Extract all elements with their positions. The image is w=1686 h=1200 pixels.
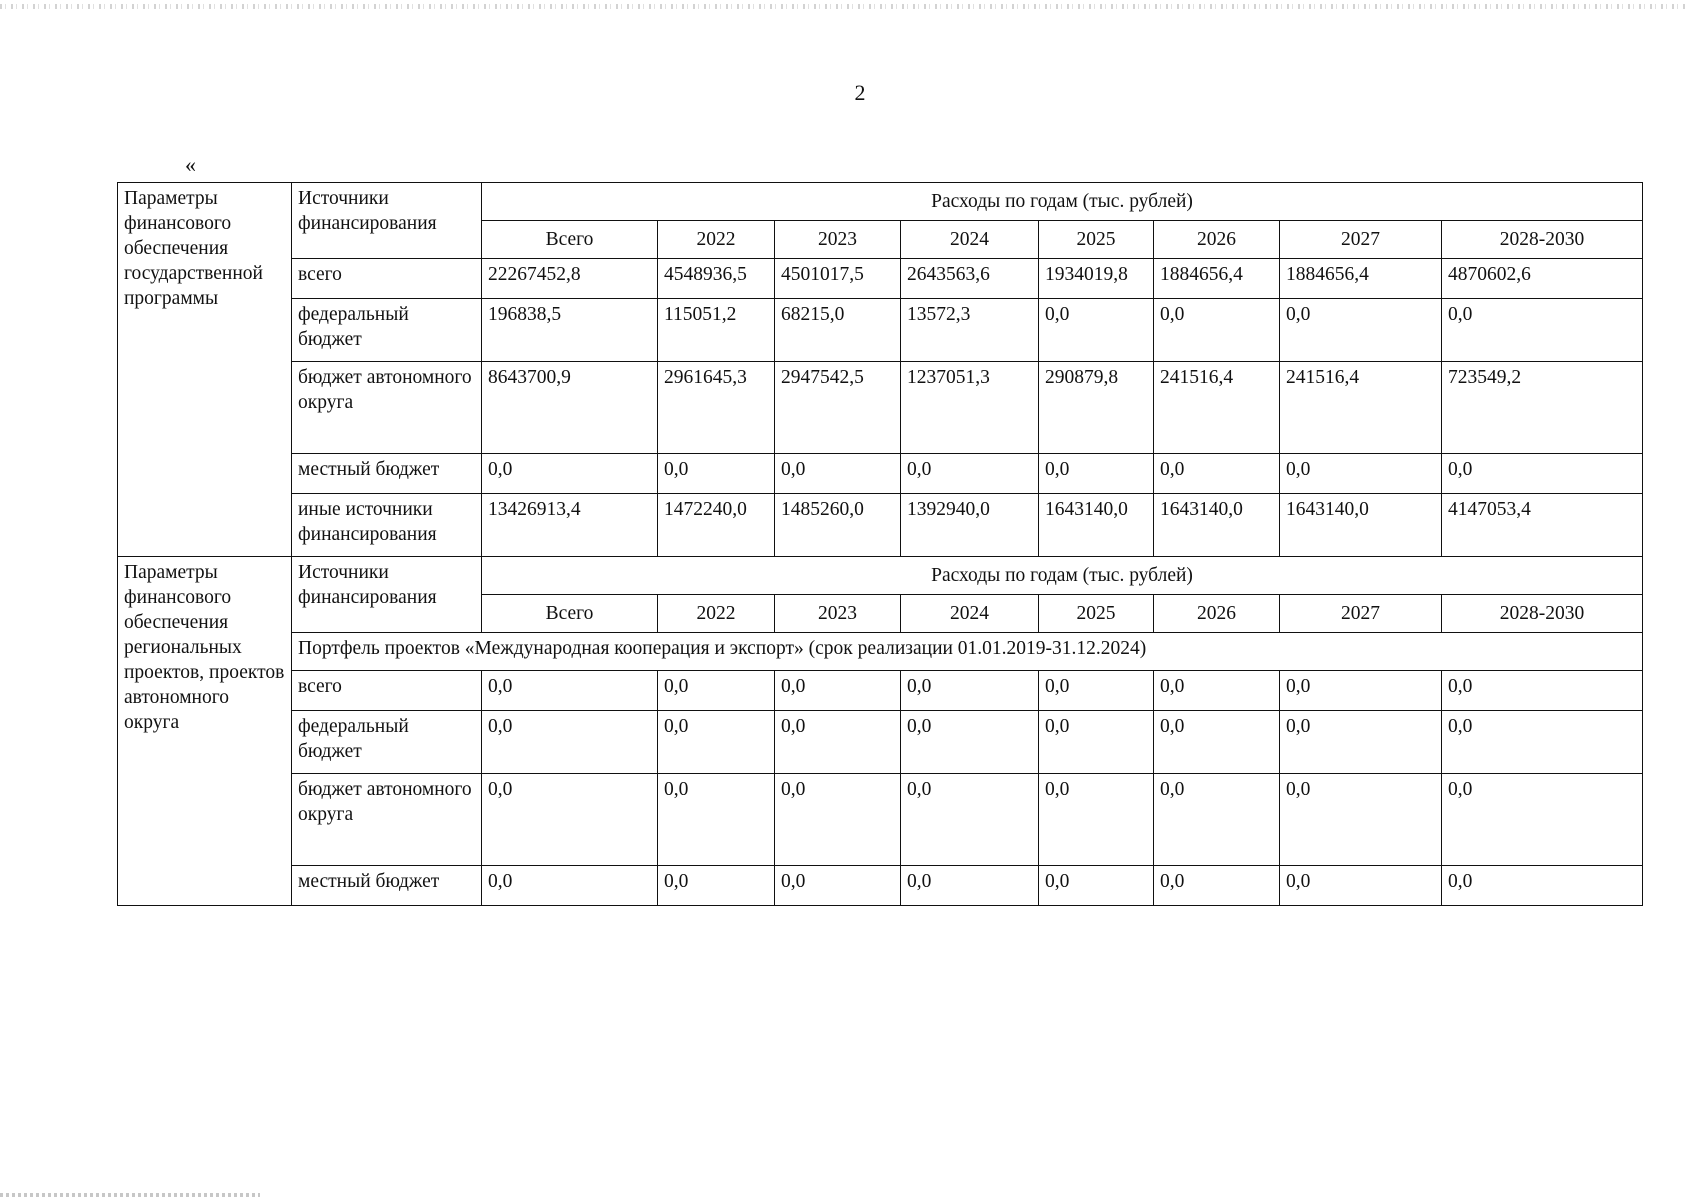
year-header: 2028-2030 — [1442, 221, 1643, 259]
table-cell: 0,0 — [1039, 711, 1154, 774]
row-label: местный бюджет — [292, 866, 482, 906]
table-cell: 0,0 — [1442, 671, 1643, 711]
table-cell: 8643700,9 — [482, 362, 658, 454]
table-row — [118, 866, 1643, 906]
section2-expenses-header: Расходы по годам (тыс. рублей) — [482, 557, 1643, 595]
table-cell: 0,0 — [658, 774, 775, 866]
table-row — [118, 299, 1643, 362]
section1-expenses-header: Расходы по годам (тыс. рублей) — [482, 183, 1643, 221]
table-cell: 0,0 — [1280, 711, 1442, 774]
financing-table — [117, 182, 1643, 906]
row-label: всего — [292, 259, 482, 299]
table-cell: 0,0 — [901, 671, 1039, 711]
table-cell: 0,0 — [775, 774, 901, 866]
table-cell: 0,0 — [1442, 774, 1643, 866]
scan-edge-top — [0, 4, 1686, 9]
table-cell: 0,0 — [482, 774, 658, 866]
page-number: 2 — [854, 80, 866, 105]
year-header: Всего — [482, 221, 658, 259]
row-label: федеральный бюджет — [292, 711, 482, 774]
table-cell: 1472240,0 — [658, 494, 775, 557]
table-cell: 13572,3 — [901, 299, 1039, 362]
table-cell: 0,0 — [1154, 671, 1280, 711]
table-cell: 0,0 — [482, 711, 658, 774]
table-cell: 0,0 — [775, 671, 901, 711]
table-cell: 0,0 — [1154, 774, 1280, 866]
year-header: 2024 — [901, 221, 1039, 259]
table-cell: 0,0 — [1280, 299, 1442, 362]
table-cell: 0,0 — [658, 454, 775, 494]
table-cell: 0,0 — [1039, 774, 1154, 866]
row-label: всего — [292, 671, 482, 711]
table-cell: 0,0 — [1039, 866, 1154, 906]
table-row — [118, 454, 1643, 494]
table-cell: 13426913,4 — [482, 494, 658, 557]
year-header: 2025 — [1039, 595, 1154, 633]
table-row — [118, 259, 1643, 299]
table-cell: 0,0 — [1039, 454, 1154, 494]
table-cell: 2947542,5 — [775, 362, 901, 454]
table-cell: 0,0 — [901, 454, 1039, 494]
year-header: 2027 — [1280, 221, 1442, 259]
table-cell: 241516,4 — [1280, 362, 1442, 454]
table-cell: 0,0 — [1280, 774, 1442, 866]
table-cell: 0,0 — [901, 711, 1039, 774]
table-row — [118, 362, 1643, 454]
table-cell: 0,0 — [658, 671, 775, 711]
year-header: 2027 — [1280, 595, 1442, 633]
portfolio-row — [118, 633, 1643, 671]
section1-sources-header: Источники финансирования — [292, 183, 482, 259]
table-cell: 0,0 — [1442, 454, 1643, 494]
table-cell: 0,0 — [1442, 711, 1643, 774]
year-header: 2023 — [775, 221, 901, 259]
table-cell: 4147053,4 — [1442, 494, 1643, 557]
opening-quote-mark: « — [185, 152, 196, 177]
table-cell: 68215,0 — [775, 299, 901, 362]
portfolio-title: Портфель проектов «Международная кооперация и экспорт» (срок реализации 01.01.2019-31.12.2024) — [292, 633, 1643, 671]
table-cell: 0,0 — [1154, 299, 1280, 362]
table-cell: 241516,4 — [1154, 362, 1280, 454]
table-cell: 2643563,6 — [901, 259, 1039, 299]
row-label: федеральный бюджет — [292, 299, 482, 362]
table-cell: 1884656,4 — [1280, 259, 1442, 299]
table-row — [118, 774, 1643, 866]
table-cell: 1643140,0 — [1154, 494, 1280, 557]
section2-header-row — [118, 557, 1643, 595]
table-cell: 0,0 — [901, 866, 1039, 906]
year-header: 2022 — [658, 221, 775, 259]
table-cell: 0,0 — [1280, 454, 1442, 494]
table-cell: 0,0 — [775, 711, 901, 774]
table-cell: 0,0 — [658, 711, 775, 774]
section2-title: Параметры финансового обеспечения региональных проектов, проектов автономного округа — [118, 557, 292, 906]
year-header: 2023 — [775, 595, 901, 633]
table-row — [118, 671, 1643, 711]
table-cell: 0,0 — [901, 774, 1039, 866]
table-cell: 0,0 — [482, 671, 658, 711]
table-cell: 0,0 — [1442, 299, 1643, 362]
table-cell: 4870602,6 — [1442, 259, 1643, 299]
table-cell: 0,0 — [775, 454, 901, 494]
table-cell: 0,0 — [1442, 866, 1643, 906]
table-cell: 0,0 — [775, 866, 901, 906]
year-header: 2025 — [1039, 221, 1154, 259]
table-cell: 115051,2 — [658, 299, 775, 362]
year-header: 2024 — [901, 595, 1039, 633]
table-cell: 290879,8 — [1039, 362, 1154, 454]
table-cell: 0,0 — [1154, 454, 1280, 494]
section2-sources-header: Источники финансирования — [292, 557, 482, 633]
table-cell: 1934019,8 — [1039, 259, 1154, 299]
table-cell: 4548936,5 — [658, 259, 775, 299]
row-label: бюджет автономного округа — [292, 774, 482, 866]
table-cell: 0,0 — [1154, 866, 1280, 906]
year-header: 2026 — [1154, 595, 1280, 633]
table-cell: 0,0 — [1280, 671, 1442, 711]
year-header: 2026 — [1154, 221, 1280, 259]
table-row — [118, 711, 1643, 774]
row-label: бюджет автономного округа — [292, 362, 482, 454]
table-cell: 4501017,5 — [775, 259, 901, 299]
row-label: иные источники финансирования — [292, 494, 482, 557]
table-cell: 0,0 — [1039, 671, 1154, 711]
table-cell: 723549,2 — [1442, 362, 1643, 454]
table-cell: 0,0 — [658, 866, 775, 906]
table-cell: 0,0 — [1154, 711, 1280, 774]
year-header: 2022 — [658, 595, 775, 633]
table-row — [118, 494, 1643, 557]
table-cell: 2961645,3 — [658, 362, 775, 454]
table-cell: 1392940,0 — [901, 494, 1039, 557]
section1-header-row — [118, 183, 1643, 221]
table-cell: 0,0 — [1039, 299, 1154, 362]
year-header: Всего — [482, 595, 658, 633]
year-header: 2028-2030 — [1442, 595, 1643, 633]
scan-edge-bottom — [0, 1193, 260, 1197]
table-cell: 0,0 — [1280, 866, 1442, 906]
table-cell: 22267452,8 — [482, 259, 658, 299]
table-cell: 0,0 — [482, 454, 658, 494]
table-cell: 196838,5 — [482, 299, 658, 362]
table-cell: 1884656,4 — [1154, 259, 1280, 299]
table-cell: 1643140,0 — [1039, 494, 1154, 557]
table-cell: 1237051,3 — [901, 362, 1039, 454]
table-cell: 1485260,0 — [775, 494, 901, 557]
section1-title: Параметры финансового обеспечения государственной программы — [118, 183, 292, 557]
row-label: местный бюджет — [292, 454, 482, 494]
table-cell: 0,0 — [482, 866, 658, 906]
table-cell: 1643140,0 — [1280, 494, 1442, 557]
